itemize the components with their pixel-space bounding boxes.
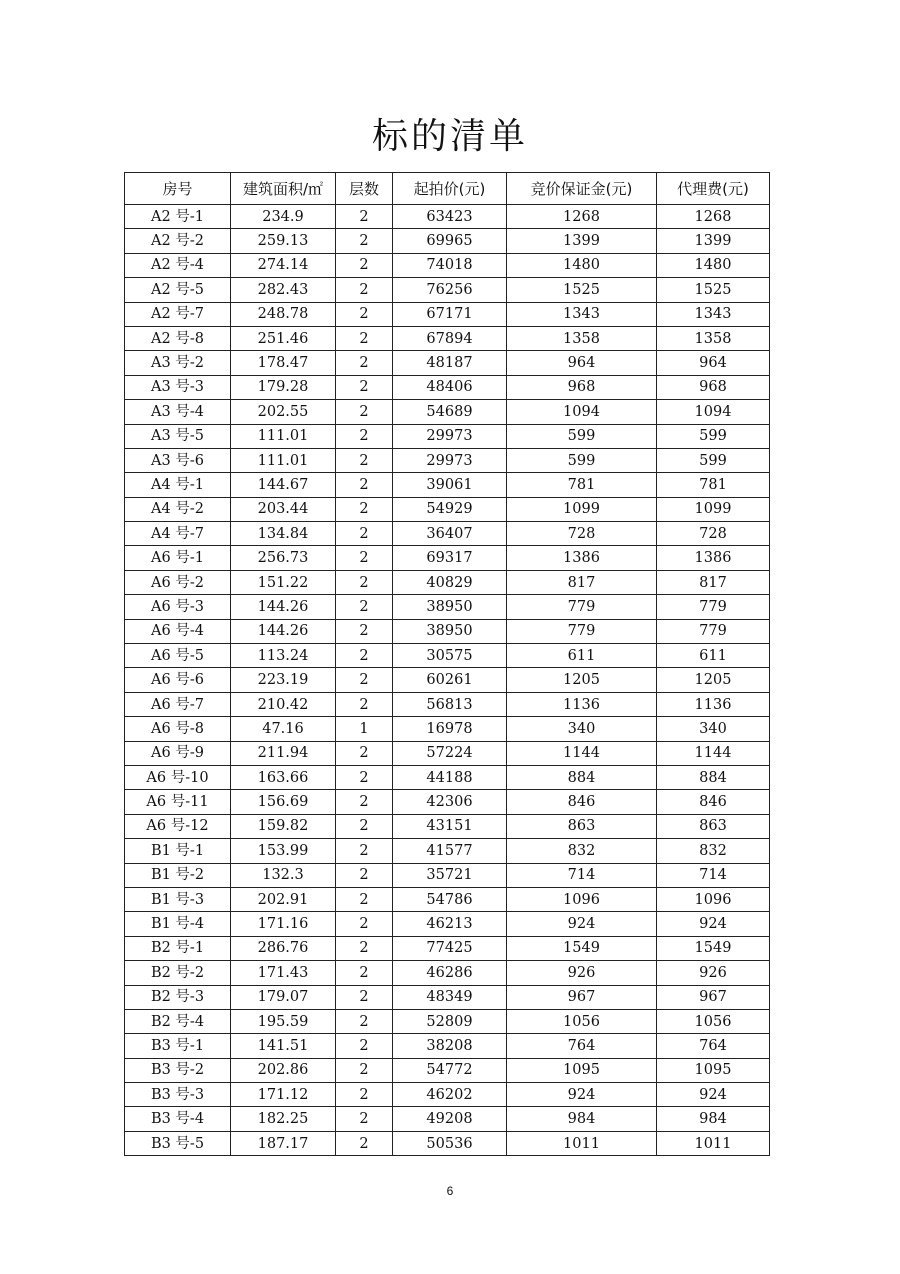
header-starting-price: 起拍价(元) [393, 173, 507, 205]
cell-agency-fee: 926 [657, 961, 770, 985]
table-row [125, 400, 770, 424]
cell-starting-price: 69965 [393, 229, 507, 253]
cell-floor-area: 171.16 [231, 912, 336, 936]
cell-floor-area: 256.73 [231, 546, 336, 570]
cell-bid-deposit: 1386 [507, 546, 657, 570]
table-row [125, 1009, 770, 1033]
cell-agency-fee: 884 [657, 765, 770, 789]
cell-room-number: B2 号-3 [125, 985, 231, 1009]
cell-room-number: A2 号-2 [125, 229, 231, 253]
cell-room-number: A6 号-1 [125, 546, 231, 570]
cell-floor-area: 144.26 [231, 619, 336, 643]
cell-storeys: 1 [336, 717, 393, 741]
cell-starting-price: 43151 [393, 814, 507, 838]
table-row [125, 668, 770, 692]
cell-bid-deposit: 1099 [507, 497, 657, 521]
cell-storeys: 2 [336, 887, 393, 911]
cell-room-number: A2 号-4 [125, 253, 231, 277]
cell-room-number: B3 号-4 [125, 1107, 231, 1131]
cell-storeys: 2 [336, 522, 393, 546]
cell-starting-price: 54689 [393, 400, 507, 424]
header-bid-deposit: 竞价保证金(元) [507, 173, 657, 205]
cell-room-number: B2 号-2 [125, 961, 231, 985]
cell-bid-deposit: 781 [507, 473, 657, 497]
cell-starting-price: 48187 [393, 351, 507, 375]
cell-storeys: 2 [336, 863, 393, 887]
cell-agency-fee: 1480 [657, 253, 770, 277]
cell-agency-fee: 728 [657, 522, 770, 546]
cell-floor-area: 187.17 [231, 1131, 336, 1155]
cell-starting-price: 52809 [393, 1009, 507, 1033]
table-row [125, 839, 770, 863]
cell-room-number: A3 号-3 [125, 375, 231, 399]
cell-floor-area: 202.91 [231, 887, 336, 911]
cell-room-number: A2 号-1 [125, 205, 231, 229]
cell-floor-area: 202.55 [231, 400, 336, 424]
cell-room-number: B1 号-1 [125, 839, 231, 863]
table-row [125, 985, 770, 1009]
cell-storeys: 2 [336, 765, 393, 789]
table-row [125, 961, 770, 985]
cell-starting-price: 30575 [393, 644, 507, 668]
cell-agency-fee: 1136 [657, 692, 770, 716]
cell-bid-deposit: 1011 [507, 1131, 657, 1155]
cell-agency-fee: 1099 [657, 497, 770, 521]
cell-starting-price: 54929 [393, 497, 507, 521]
cell-bid-deposit: 779 [507, 595, 657, 619]
cell-bid-deposit: 728 [507, 522, 657, 546]
cell-room-number: B2 号-1 [125, 936, 231, 960]
cell-room-number: A6 号-2 [125, 570, 231, 594]
cell-storeys: 2 [336, 400, 393, 424]
cell-agency-fee: 984 [657, 1107, 770, 1131]
table-row [125, 717, 770, 741]
cell-starting-price: 40829 [393, 570, 507, 594]
cell-floor-area: 251.46 [231, 326, 336, 350]
cell-agency-fee: 846 [657, 790, 770, 814]
cell-storeys: 2 [336, 302, 393, 326]
cell-agency-fee: 1094 [657, 400, 770, 424]
cell-floor-area: 151.22 [231, 570, 336, 594]
cell-starting-price: 46202 [393, 1083, 507, 1107]
table-row [125, 1131, 770, 1155]
cell-starting-price: 46286 [393, 961, 507, 985]
cell-floor-area: 202.86 [231, 1058, 336, 1082]
cell-storeys: 2 [336, 229, 393, 253]
cell-agency-fee: 967 [657, 985, 770, 1009]
cell-room-number: A6 号-4 [125, 619, 231, 643]
table-row [125, 1058, 770, 1082]
cell-starting-price: 60261 [393, 668, 507, 692]
cell-room-number: B1 号-3 [125, 887, 231, 911]
header-agency-fee: 代理费(元) [657, 173, 770, 205]
cell-floor-area: 132.3 [231, 863, 336, 887]
cell-starting-price: 35721 [393, 863, 507, 887]
cell-starting-price: 50536 [393, 1131, 507, 1155]
cell-bid-deposit: 968 [507, 375, 657, 399]
table-row [125, 522, 770, 546]
table-row [125, 765, 770, 789]
cell-storeys: 2 [336, 644, 393, 668]
cell-storeys: 2 [336, 814, 393, 838]
cell-floor-area: 179.07 [231, 985, 336, 1009]
cell-bid-deposit: 1205 [507, 668, 657, 692]
cell-bid-deposit: 863 [507, 814, 657, 838]
table-row [125, 253, 770, 277]
cell-agency-fee: 1386 [657, 546, 770, 570]
cell-agency-fee: 599 [657, 448, 770, 472]
cell-floor-area: 171.43 [231, 961, 336, 985]
cell-starting-price: 29973 [393, 424, 507, 448]
cell-bid-deposit: 1056 [507, 1009, 657, 1033]
cell-room-number: B3 号-3 [125, 1083, 231, 1107]
table-row [125, 912, 770, 936]
table-row [125, 692, 770, 716]
cell-bid-deposit: 779 [507, 619, 657, 643]
cell-starting-price: 76256 [393, 278, 507, 302]
cell-bid-deposit: 1480 [507, 253, 657, 277]
cell-agency-fee: 924 [657, 1083, 770, 1107]
cell-floor-area: 182.25 [231, 1107, 336, 1131]
table-row [125, 863, 770, 887]
cell-bid-deposit: 832 [507, 839, 657, 863]
cell-bid-deposit: 340 [507, 717, 657, 741]
cell-bid-deposit: 1136 [507, 692, 657, 716]
cell-floor-area: 179.28 [231, 375, 336, 399]
cell-floor-area: 211.94 [231, 741, 336, 765]
cell-bid-deposit: 924 [507, 912, 657, 936]
cell-storeys: 2 [336, 424, 393, 448]
cell-agency-fee: 779 [657, 595, 770, 619]
cell-agency-fee: 924 [657, 912, 770, 936]
cell-starting-price: 41577 [393, 839, 507, 863]
cell-bid-deposit: 1144 [507, 741, 657, 765]
table-row [125, 619, 770, 643]
cell-room-number: A6 号-6 [125, 668, 231, 692]
cell-starting-price: 69317 [393, 546, 507, 570]
cell-storeys: 2 [336, 912, 393, 936]
cell-starting-price: 67894 [393, 326, 507, 350]
cell-room-number: A2 号-7 [125, 302, 231, 326]
cell-starting-price: 77425 [393, 936, 507, 960]
table-row [125, 205, 770, 229]
cell-agency-fee: 764 [657, 1034, 770, 1058]
cell-bid-deposit: 611 [507, 644, 657, 668]
table-row [125, 1083, 770, 1107]
cell-bid-deposit: 1399 [507, 229, 657, 253]
cell-agency-fee: 1011 [657, 1131, 770, 1155]
cell-floor-area: 286.76 [231, 936, 336, 960]
cell-bid-deposit: 1096 [507, 887, 657, 911]
cell-floor-area: 111.01 [231, 424, 336, 448]
cell-floor-area: 259.13 [231, 229, 336, 253]
cell-room-number: A2 号-5 [125, 278, 231, 302]
cell-storeys: 2 [336, 692, 393, 716]
cell-agency-fee: 817 [657, 570, 770, 594]
table-row [125, 278, 770, 302]
cell-room-number: A2 号-8 [125, 326, 231, 350]
header-room-number: 房号 [125, 173, 231, 205]
table-row [125, 790, 770, 814]
cell-storeys: 2 [336, 351, 393, 375]
table-row [125, 595, 770, 619]
cell-starting-price: 74018 [393, 253, 507, 277]
cell-agency-fee: 964 [657, 351, 770, 375]
cell-floor-area: 141.51 [231, 1034, 336, 1058]
table-row [125, 644, 770, 668]
table-row [125, 424, 770, 448]
cell-room-number: A6 号-11 [125, 790, 231, 814]
cell-agency-fee: 340 [657, 717, 770, 741]
cell-storeys: 2 [336, 790, 393, 814]
header-floor-area: 建筑面积/㎡ [231, 173, 336, 205]
cell-starting-price: 38950 [393, 595, 507, 619]
cell-floor-area: 203.44 [231, 497, 336, 521]
cell-bid-deposit: 884 [507, 765, 657, 789]
cell-floor-area: 195.59 [231, 1009, 336, 1033]
cell-floor-area: 210.42 [231, 692, 336, 716]
cell-agency-fee: 1096 [657, 887, 770, 911]
cell-room-number: A3 号-4 [125, 400, 231, 424]
cell-room-number: B3 号-5 [125, 1131, 231, 1155]
table-row [125, 497, 770, 521]
lot-list-table [124, 172, 770, 1156]
cell-bid-deposit: 1268 [507, 205, 657, 229]
cell-storeys: 2 [336, 278, 393, 302]
cell-starting-price: 44188 [393, 765, 507, 789]
cell-agency-fee: 1268 [657, 205, 770, 229]
table-row [125, 229, 770, 253]
cell-agency-fee: 968 [657, 375, 770, 399]
cell-storeys: 2 [336, 1083, 393, 1107]
cell-room-number: A6 号-10 [125, 765, 231, 789]
cell-agency-fee: 863 [657, 814, 770, 838]
cell-room-number: A3 号-5 [125, 424, 231, 448]
cell-room-number: A3 号-6 [125, 448, 231, 472]
cell-storeys: 2 [336, 448, 393, 472]
cell-bid-deposit: 1343 [507, 302, 657, 326]
table-row [125, 1034, 770, 1058]
table-row [125, 1107, 770, 1131]
cell-bid-deposit: 984 [507, 1107, 657, 1131]
cell-storeys: 2 [336, 1107, 393, 1131]
table-body [125, 205, 770, 1156]
cell-floor-area: 171.12 [231, 1083, 336, 1107]
cell-room-number: A6 号-8 [125, 717, 231, 741]
cell-storeys: 2 [336, 326, 393, 350]
cell-starting-price: 48406 [393, 375, 507, 399]
cell-starting-price: 42306 [393, 790, 507, 814]
cell-bid-deposit: 1358 [507, 326, 657, 350]
cell-storeys: 2 [336, 741, 393, 765]
cell-storeys: 2 [336, 253, 393, 277]
cell-room-number: A6 号-9 [125, 741, 231, 765]
cell-room-number: A4 号-7 [125, 522, 231, 546]
cell-floor-area: 111.01 [231, 448, 336, 472]
cell-bid-deposit: 817 [507, 570, 657, 594]
cell-room-number: A6 号-12 [125, 814, 231, 838]
cell-storeys: 2 [336, 1034, 393, 1058]
cell-agency-fee: 1549 [657, 936, 770, 960]
cell-room-number: B3 号-1 [125, 1034, 231, 1058]
cell-agency-fee: 1358 [657, 326, 770, 350]
table-header-row [125, 173, 770, 205]
cell-agency-fee: 1205 [657, 668, 770, 692]
cell-storeys: 2 [336, 619, 393, 643]
cell-floor-area: 47.16 [231, 717, 336, 741]
cell-floor-area: 248.78 [231, 302, 336, 326]
cell-room-number: A6 号-3 [125, 595, 231, 619]
cell-bid-deposit: 964 [507, 351, 657, 375]
cell-room-number: A4 号-2 [125, 497, 231, 521]
cell-floor-area: 156.69 [231, 790, 336, 814]
cell-bid-deposit: 846 [507, 790, 657, 814]
cell-storeys: 2 [336, 473, 393, 497]
cell-room-number: B1 号-2 [125, 863, 231, 887]
cell-floor-area: 282.43 [231, 278, 336, 302]
cell-bid-deposit: 926 [507, 961, 657, 985]
cell-storeys: 2 [336, 570, 393, 594]
cell-room-number: B2 号-4 [125, 1009, 231, 1033]
cell-room-number: B3 号-2 [125, 1058, 231, 1082]
table-row [125, 936, 770, 960]
cell-bid-deposit: 924 [507, 1083, 657, 1107]
cell-starting-price: 57224 [393, 741, 507, 765]
cell-bid-deposit: 1095 [507, 1058, 657, 1082]
cell-starting-price: 48349 [393, 985, 507, 1009]
cell-agency-fee: 1144 [657, 741, 770, 765]
cell-agency-fee: 1343 [657, 302, 770, 326]
cell-bid-deposit: 1525 [507, 278, 657, 302]
cell-storeys: 2 [336, 1131, 393, 1155]
cell-room-number: A3 号-2 [125, 351, 231, 375]
cell-starting-price: 49208 [393, 1107, 507, 1131]
table-row [125, 302, 770, 326]
table-row [125, 326, 770, 350]
table-row [125, 814, 770, 838]
cell-agency-fee: 599 [657, 424, 770, 448]
cell-floor-area: 178.47 [231, 351, 336, 375]
cell-storeys: 2 [336, 1058, 393, 1082]
table-row [125, 887, 770, 911]
table-row [125, 375, 770, 399]
cell-floor-area: 223.19 [231, 668, 336, 692]
cell-storeys: 2 [336, 668, 393, 692]
cell-storeys: 2 [336, 961, 393, 985]
cell-floor-area: 144.67 [231, 473, 336, 497]
cell-starting-price: 56813 [393, 692, 507, 716]
cell-starting-price: 67171 [393, 302, 507, 326]
cell-floor-area: 144.26 [231, 595, 336, 619]
cell-agency-fee: 1525 [657, 278, 770, 302]
cell-storeys: 2 [336, 1009, 393, 1033]
cell-starting-price: 36407 [393, 522, 507, 546]
cell-floor-area: 159.82 [231, 814, 336, 838]
cell-agency-fee: 779 [657, 619, 770, 643]
cell-bid-deposit: 1094 [507, 400, 657, 424]
cell-floor-area: 153.99 [231, 839, 336, 863]
cell-bid-deposit: 764 [507, 1034, 657, 1058]
cell-bid-deposit: 714 [507, 863, 657, 887]
cell-starting-price: 63423 [393, 205, 507, 229]
cell-starting-price: 54786 [393, 887, 507, 911]
cell-storeys: 2 [336, 497, 393, 521]
cell-starting-price: 16978 [393, 717, 507, 741]
cell-bid-deposit: 967 [507, 985, 657, 1009]
table-row [125, 448, 770, 472]
cell-agency-fee: 714 [657, 863, 770, 887]
table-row [125, 351, 770, 375]
cell-agency-fee: 1399 [657, 229, 770, 253]
page-number: 6 [446, 1184, 454, 1198]
cell-room-number: A4 号-1 [125, 473, 231, 497]
cell-agency-fee: 611 [657, 644, 770, 668]
cell-floor-area: 274.14 [231, 253, 336, 277]
page-title: 标的清单 [371, 116, 528, 157]
cell-storeys: 2 [336, 839, 393, 863]
cell-agency-fee: 781 [657, 473, 770, 497]
cell-floor-area: 113.24 [231, 644, 336, 668]
cell-bid-deposit: 599 [507, 448, 657, 472]
table-row [125, 570, 770, 594]
cell-storeys: 2 [336, 375, 393, 399]
table-row [125, 741, 770, 765]
cell-starting-price: 29973 [393, 448, 507, 472]
cell-storeys: 2 [336, 936, 393, 960]
cell-agency-fee: 832 [657, 839, 770, 863]
cell-room-number: A6 号-5 [125, 644, 231, 668]
cell-room-number: B1 号-4 [125, 912, 231, 936]
cell-agency-fee: 1095 [657, 1058, 770, 1082]
cell-agency-fee: 1056 [657, 1009, 770, 1033]
cell-storeys: 2 [336, 595, 393, 619]
cell-storeys: 2 [336, 546, 393, 570]
cell-bid-deposit: 1549 [507, 936, 657, 960]
table-row [125, 473, 770, 497]
cell-storeys: 2 [336, 205, 393, 229]
cell-floor-area: 134.84 [231, 522, 336, 546]
cell-starting-price: 46213 [393, 912, 507, 936]
header-storeys: 层数 [336, 173, 393, 205]
cell-floor-area: 234.9 [231, 205, 336, 229]
cell-starting-price: 38208 [393, 1034, 507, 1058]
cell-starting-price: 54772 [393, 1058, 507, 1082]
cell-floor-area: 163.66 [231, 765, 336, 789]
cell-bid-deposit: 599 [507, 424, 657, 448]
cell-starting-price: 39061 [393, 473, 507, 497]
cell-room-number: A6 号-7 [125, 692, 231, 716]
cell-starting-price: 38950 [393, 619, 507, 643]
table-row [125, 546, 770, 570]
cell-storeys: 2 [336, 985, 393, 1009]
